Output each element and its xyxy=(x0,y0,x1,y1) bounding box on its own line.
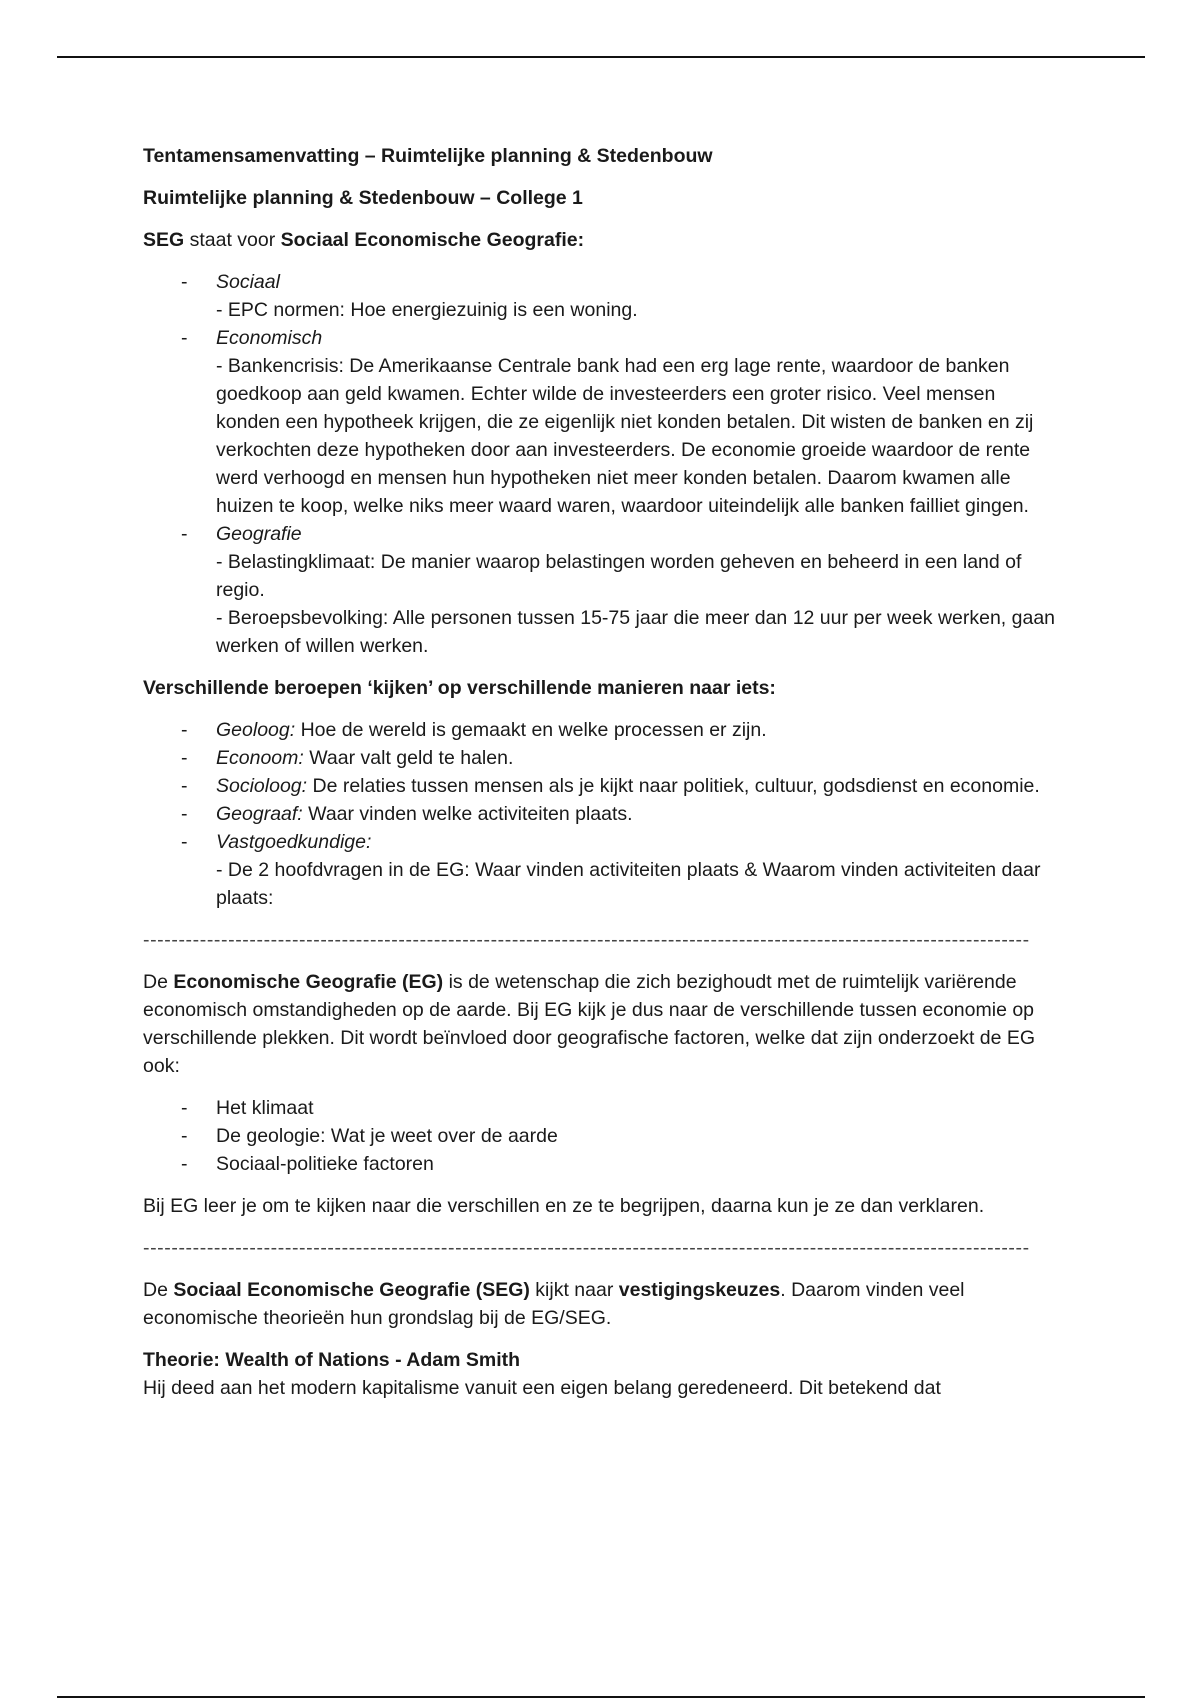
profession-term: - Vastgoedkundige: xyxy=(216,831,372,853)
header-rule xyxy=(57,56,1145,58)
list-item xyxy=(143,716,1063,744)
seg-para-term: Sociaal Economische Geografie (SEG) xyxy=(173,1279,530,1301)
seg-full: Sociaal Economische Geografie: xyxy=(280,229,585,251)
profession-term: Econoom: xyxy=(216,747,304,769)
seg-desc: - Belastingklimaat: De manier waarop belastingen worden geheven en beheerd in een land of regio. xyxy=(216,551,1022,601)
list-item: - Het klimaat xyxy=(143,1094,1063,1122)
seg-paragraph xyxy=(143,1276,1063,1332)
list-item xyxy=(143,744,1063,772)
list-item xyxy=(143,772,1063,800)
profession-text: De relaties tussen mensen als je kijkt naar politiek, cultuur, godsdienst en economie. xyxy=(307,775,1040,797)
seg-desc: - Beroepsbevolking: Alle personen tussen 15-75 jaar die meer dan 12 uur per week werken, gaan werken of willen werken. xyxy=(216,607,1056,657)
professions-heading: Verschillende beroepen ‘kijken’ op verschillende manieren naar iets: xyxy=(143,677,776,699)
footer-rule xyxy=(57,1696,1145,1698)
list-item: - De geologie: Wat je weet over de aarde xyxy=(143,1122,1063,1150)
seg-para-pre: De xyxy=(143,1279,174,1301)
list-item xyxy=(143,324,1063,520)
list-item xyxy=(143,520,1063,660)
seg-para-post: . Daarom vinden veel economische theorieën hun grondslag bij de EG/SEG. xyxy=(143,1279,965,1329)
profession-term: Socioloog: xyxy=(216,775,308,797)
seg-term-sociaal: - Sociaal xyxy=(216,271,280,293)
profession-text: Waar valt geld te halen. xyxy=(303,747,514,769)
seg-list xyxy=(143,268,1063,660)
eg-paragraph xyxy=(143,968,1063,1080)
list-item xyxy=(143,268,1063,324)
eg-outro: Bij EG leer je om te kijken naar die verschillen en ze te begrijpen, daarna kun je ze dan verklaren. xyxy=(143,1195,985,1217)
profession-term: Geoloog: xyxy=(216,719,296,741)
document-subtitle: Ruimtelijke planning & Stedenbouw – College 1 xyxy=(143,187,583,209)
eg-factors-list xyxy=(143,1094,1063,1178)
separator-line: ----------------------------------------------------------------------------------------------------------------------------- xyxy=(143,929,1030,951)
list-item xyxy=(143,800,1063,828)
seg-abbr: SEG xyxy=(143,229,185,251)
seg-desc: - EPC normen: Hoe energiezuinig is een woning. xyxy=(216,299,638,321)
list-item xyxy=(143,828,1063,912)
profession-text: Waar vinden welke activiteiten plaats. xyxy=(302,803,633,825)
separator-line: ----------------------------------------------------------------------------------------------------------------------------- xyxy=(143,1237,1030,1259)
seg-intro-mid: staat voor xyxy=(184,229,281,251)
list-item: - Sociaal-politieke factoren xyxy=(143,1150,1063,1178)
eg-term: Economische Geografie (EG) xyxy=(173,971,444,993)
eg-post: is de wetenschap die zich bezighoudt met de ruimtelijk variërende economisch omstandigheden op de aarde. Bij EG kijk je dus naar de verschillende tussen economie op verschillende plekken. Dit wordt beïnvloed door geografische factoren, welke dat zijn onderzoekt de EG ook: xyxy=(143,971,1036,1077)
profession-term: Geograaf: xyxy=(216,803,303,825)
professions-list xyxy=(143,716,1063,912)
document-title: Tentamensamenvatting – Ruimtelijke planning & Stedenbouw xyxy=(143,145,713,167)
seg-para-term2: vestigingskeuzes xyxy=(618,1279,781,1301)
seg-para-mid: kijkt naar xyxy=(529,1279,619,1301)
seg-desc: - Bankencrisis: De Amerikaanse Centrale bank had een erg lage rente, waardoor de banken goedkoop aan geld kwamen. Echter wilde de investeerders een groter risico. Veel mensen konden een hypotheek krijgen, die ze eigenlijk niet konden betalen. Dit wisten de banken en zij verkochten deze hypotheken door aan investeerders. De economie groeide waardoor de rente werd verhoogd en mensen hun hypotheken niet meer konden betalen. Daarom kwamen alle huizen te koop, welke niks meer waard waren, waardoor uiteindelijk alle banken failliet gingen. xyxy=(216,355,1034,517)
seg-term-geografie: - Geografie xyxy=(216,523,302,545)
eg-pre: De xyxy=(143,971,174,993)
seg-term-economisch: - Economisch xyxy=(216,327,323,349)
theory-heading: Theorie: Wealth of Nations - Adam Smith xyxy=(143,1349,521,1371)
seg-intro xyxy=(143,226,1063,254)
theory-text: Hij deed aan het modern kapitalisme vanuit een eigen belang geredeneerd. Dit betekend dat xyxy=(143,1377,941,1399)
document-body xyxy=(143,142,1063,1402)
profession-text: Hoe de wereld is gemaakt en welke processen er zijn. xyxy=(295,719,767,741)
profession-sub: - De 2 hoofdvragen in de EG: Waar vinden activiteiten plaats & Waarom vinden activiteiten daar plaats: xyxy=(216,859,1041,909)
